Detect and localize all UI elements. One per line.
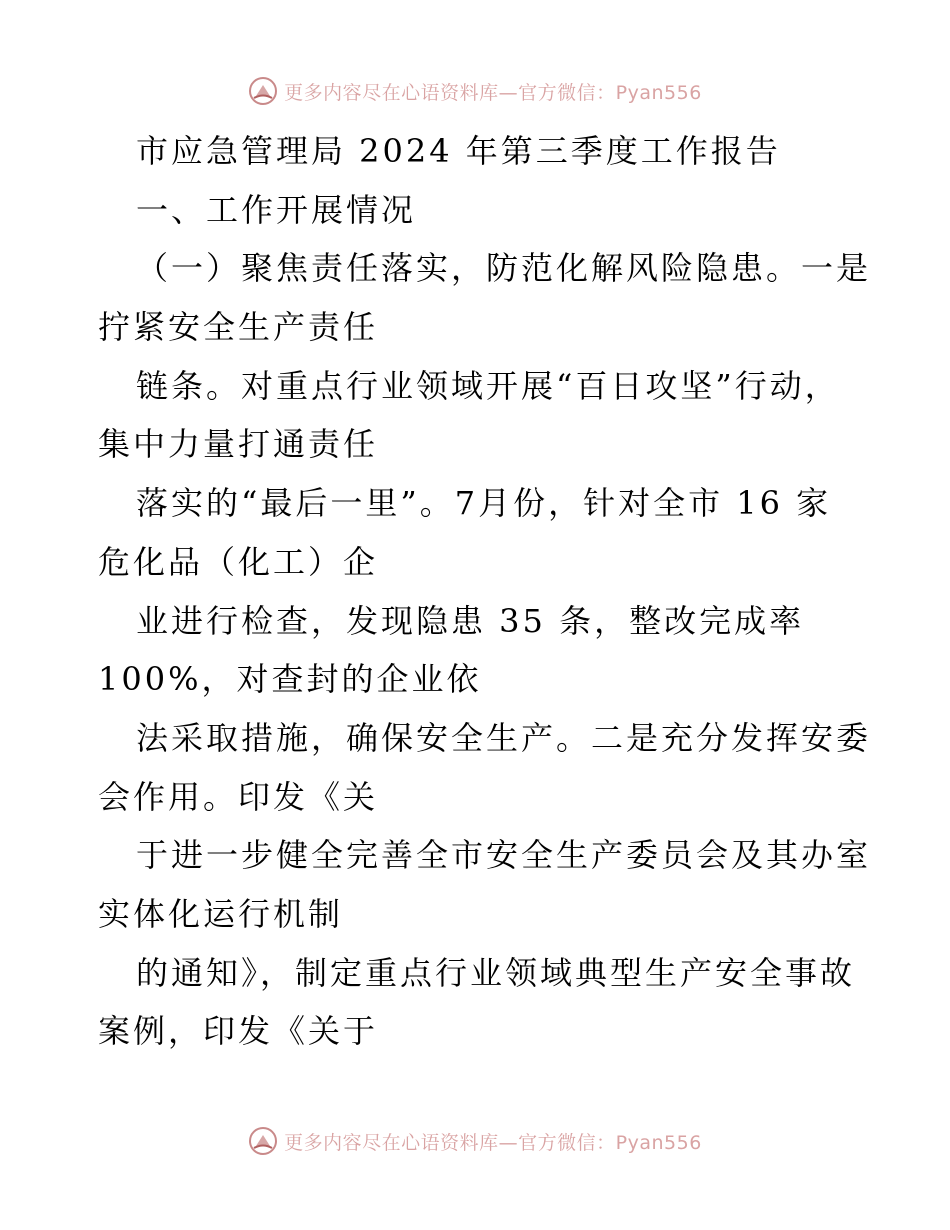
footer-watermark [0, 1121, 950, 1161]
paragraph-line: 的通知》，制定重点行业领域典型生产安全事故 [136, 953, 856, 992]
paragraph-line: 会作用。印发《关 [98, 777, 379, 816]
document-title: 市应急管理局 2024 年第三季度工作报告 [136, 132, 781, 170]
book-seal-icon [248, 76, 278, 106]
watermark-text: 更多内容尽在心语资料库—官方微信：Pyan556 [284, 1131, 702, 1154]
book-seal-icon [248, 1126, 278, 1156]
paragraph-line: 危化品（化工）企 [98, 542, 379, 581]
watermark-text: 更多内容尽在心语资料库—官方微信：Pyan556 [284, 81, 702, 104]
paragraph-line: （一）聚焦责任落实，防范化解风险隐患。一是 [136, 249, 872, 288]
paragraph-line: 100%，对查封的企业依 [98, 660, 482, 699]
paragraph-line: 于进一步健全完善全市安全生产委员会及其办室 [136, 836, 872, 875]
paragraph-line: 业进行检查，发现隐患 35 条，整改完成率 [136, 601, 805, 640]
paragraph-line: 实体化运行机制 [98, 894, 344, 933]
header-watermark [0, 71, 950, 111]
document-body [98, 122, 872, 1061]
paragraph-line: 法采取措施，确保安全生产。二是充分发挥安委 [136, 718, 872, 757]
paragraph-line: 拧紧安全生产责任 [98, 308, 379, 347]
paragraph-line: 链条。对重点行业领域开展“百日攻坚”行动， [136, 366, 840, 405]
section-heading: 一、工作开展情况 [136, 190, 417, 229]
paragraph-line: 案例，印发《关于 [98, 1012, 379, 1051]
paragraph-line: 落实的“最后一里”。7月份，针对全市 16 家 [136, 484, 832, 523]
paragraph-line: 集中力量打通责任 [98, 425, 379, 464]
